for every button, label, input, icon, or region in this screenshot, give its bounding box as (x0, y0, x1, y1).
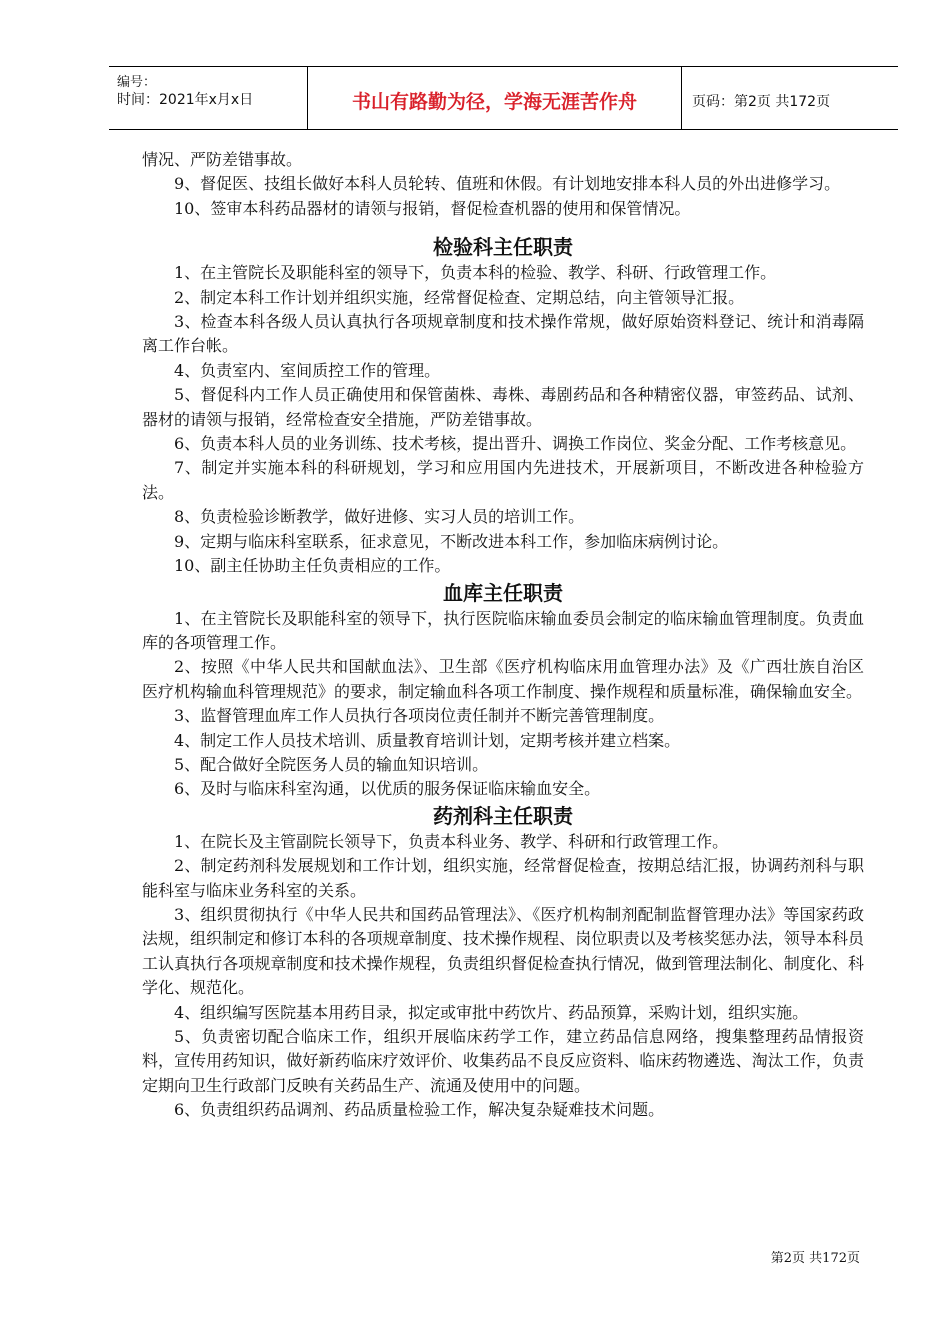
paragraph: 6、及时与临床科室沟通，以优质的服务保证临床输血安全。 (174, 779, 601, 799)
paragraph: 5、督促科内工作人员正确使用和保管菌株、毒株、毒剧药品和各种精密仪器，审签药品、试剂、器材的请领与报销，经常检查安全措施，严防差错事故。 (142, 385, 864, 429)
header-page-label: 页码：第2页 共172页 (692, 94, 831, 110)
paragraph: 1、在主管院长及职能科室的领导下，执行医院临床输血委员会制定的临床输血管理制度。负责血库的各项管理工作。 (142, 608, 864, 652)
paragraph: 4、组织编写医院基本用药目录，拟定或审批中药饮片、药品预算，采购计划，组织实施。 (174, 1002, 809, 1022)
header-motto: 书山有路勤为径，学海无涯苦作舟 (351, 91, 637, 113)
paragraph: 8、负责检验诊断教学，做好进修、实习人员的培训工作。 (174, 507, 585, 527)
paragraph: 5、负责密切配合临床工作，组织开展临床药学工作，建立药品信息网络，搜集整理药品情报资料，宣传用药知识，做好新药临床疗效评价、收集药品不良反应资料、临床药物遴选、淘汰工作，负责定期向卫生行政部门反映有关药品生产、流通及使用中的问题。 (142, 1027, 864, 1095)
paragraph: 2、制定药剂科发展规划和工作计划，组织实施，经常督促检查，按期总结汇报，协调药剂科与职能科室与临床业务科室的关系。 (142, 856, 864, 900)
paragraph: 10、签审本科药品器材的请领与报销，督促检查机器的使用和保管情况。 (174, 198, 691, 218)
document-body (142, 148, 864, 1123)
header-motto-cell (308, 67, 682, 129)
paragraph: 7、制定并实施本科的科研规划，学习和应用国内先进技术，开展新项目，不断改进各种检验方法。 (142, 458, 864, 502)
footer-page-label: 第2页 共172页 (770, 1251, 860, 1266)
document-header (109, 66, 898, 130)
paragraph: 3、组织贯彻执行《中华人民共和国药品管理法》、《医疗机构制剂配制监督管理办法》等国家药政法规，组织制定和修订本科的各项规章制度、技术操作规程、岗位职责以及考核奖惩办法，领导本科员工认真执行各项规章制度和技术操作规程，负责组织督促检查执行情况，做到管理法制化、制度化、科学化、规范化。 (142, 904, 864, 998)
paragraph: 9、督促医、技组长做好本科人员轮转、值班和休假。有计划地安排本科人员的外出进修学习。 (174, 174, 841, 194)
paragraph: 5、配合做好全院医务人员的输血知识培训。 (174, 754, 489, 774)
paragraph: 1、在院长及主管副院长领导下，负责本科业务、教学、科研和行政管理工作。 (174, 831, 729, 851)
header-meta-cell (109, 67, 308, 129)
paragraph: 9、定期与临床科室联系，征求意见，不断改进本科工作，参加临床病例讨论。 (174, 531, 729, 551)
document-number-label: 编号： (117, 75, 157, 90)
section-title-pharmacy: 药剂科主任职责 (433, 803, 573, 828)
paragraph: 6、负责本科人员的业务训练、技术考核，提出晋升、调换工作岗位、奖金分配、工作考核意见。 (174, 434, 857, 454)
paragraph: 10、副主任协助主任负责相应的工作。 (174, 556, 451, 576)
paragraph: 2、按照《中华人民共和国献血法》、卫生部《医疗机构临床用血管理办法》及《广西壮族自治区医疗机构输血科管理规范》的要求，制定输血科各项工作制度、操作规程和质量标准，确保输血安全。 (142, 657, 864, 701)
paragraph: 6、负责组织药品调剂、药品质量检验工作，解决复杂疑难技术问题。 (174, 1100, 665, 1120)
paragraph: 1、在主管院长及职能科室的领导下，负责本科的检验、教学、科研、行政管理工作。 (174, 263, 777, 283)
section-title-lab: 检验科主任职责 (433, 235, 573, 260)
paragraph: 3、监督管理血库工作人员执行各项岗位责任制并不断完善管理制度。 (174, 706, 665, 726)
paragraph: 2、制定本科工作计划并组织实施，经常督促检查、定期总结，向主管领导汇报。 (174, 287, 745, 307)
paragraph: 4、制定工作人员技术培训、质量教育培训计划，定期考核并建立档案。 (174, 730, 681, 750)
section-title-blood-bank: 血库主任职责 (443, 580, 563, 605)
document-date-label: 时间：2021年x月x日 (117, 92, 254, 108)
paragraph: 情况、严防差错事故。 (142, 150, 303, 169)
paragraph: 4、负责室内、室间质控工作的管理。 (174, 360, 441, 380)
paragraph: 3、检查本科各级人员认真执行各项规章制度和技术操作常规，做好原始资料登记、统计和消毒隔离工作台帐。 (142, 312, 864, 356)
header-page-cell (682, 67, 898, 129)
